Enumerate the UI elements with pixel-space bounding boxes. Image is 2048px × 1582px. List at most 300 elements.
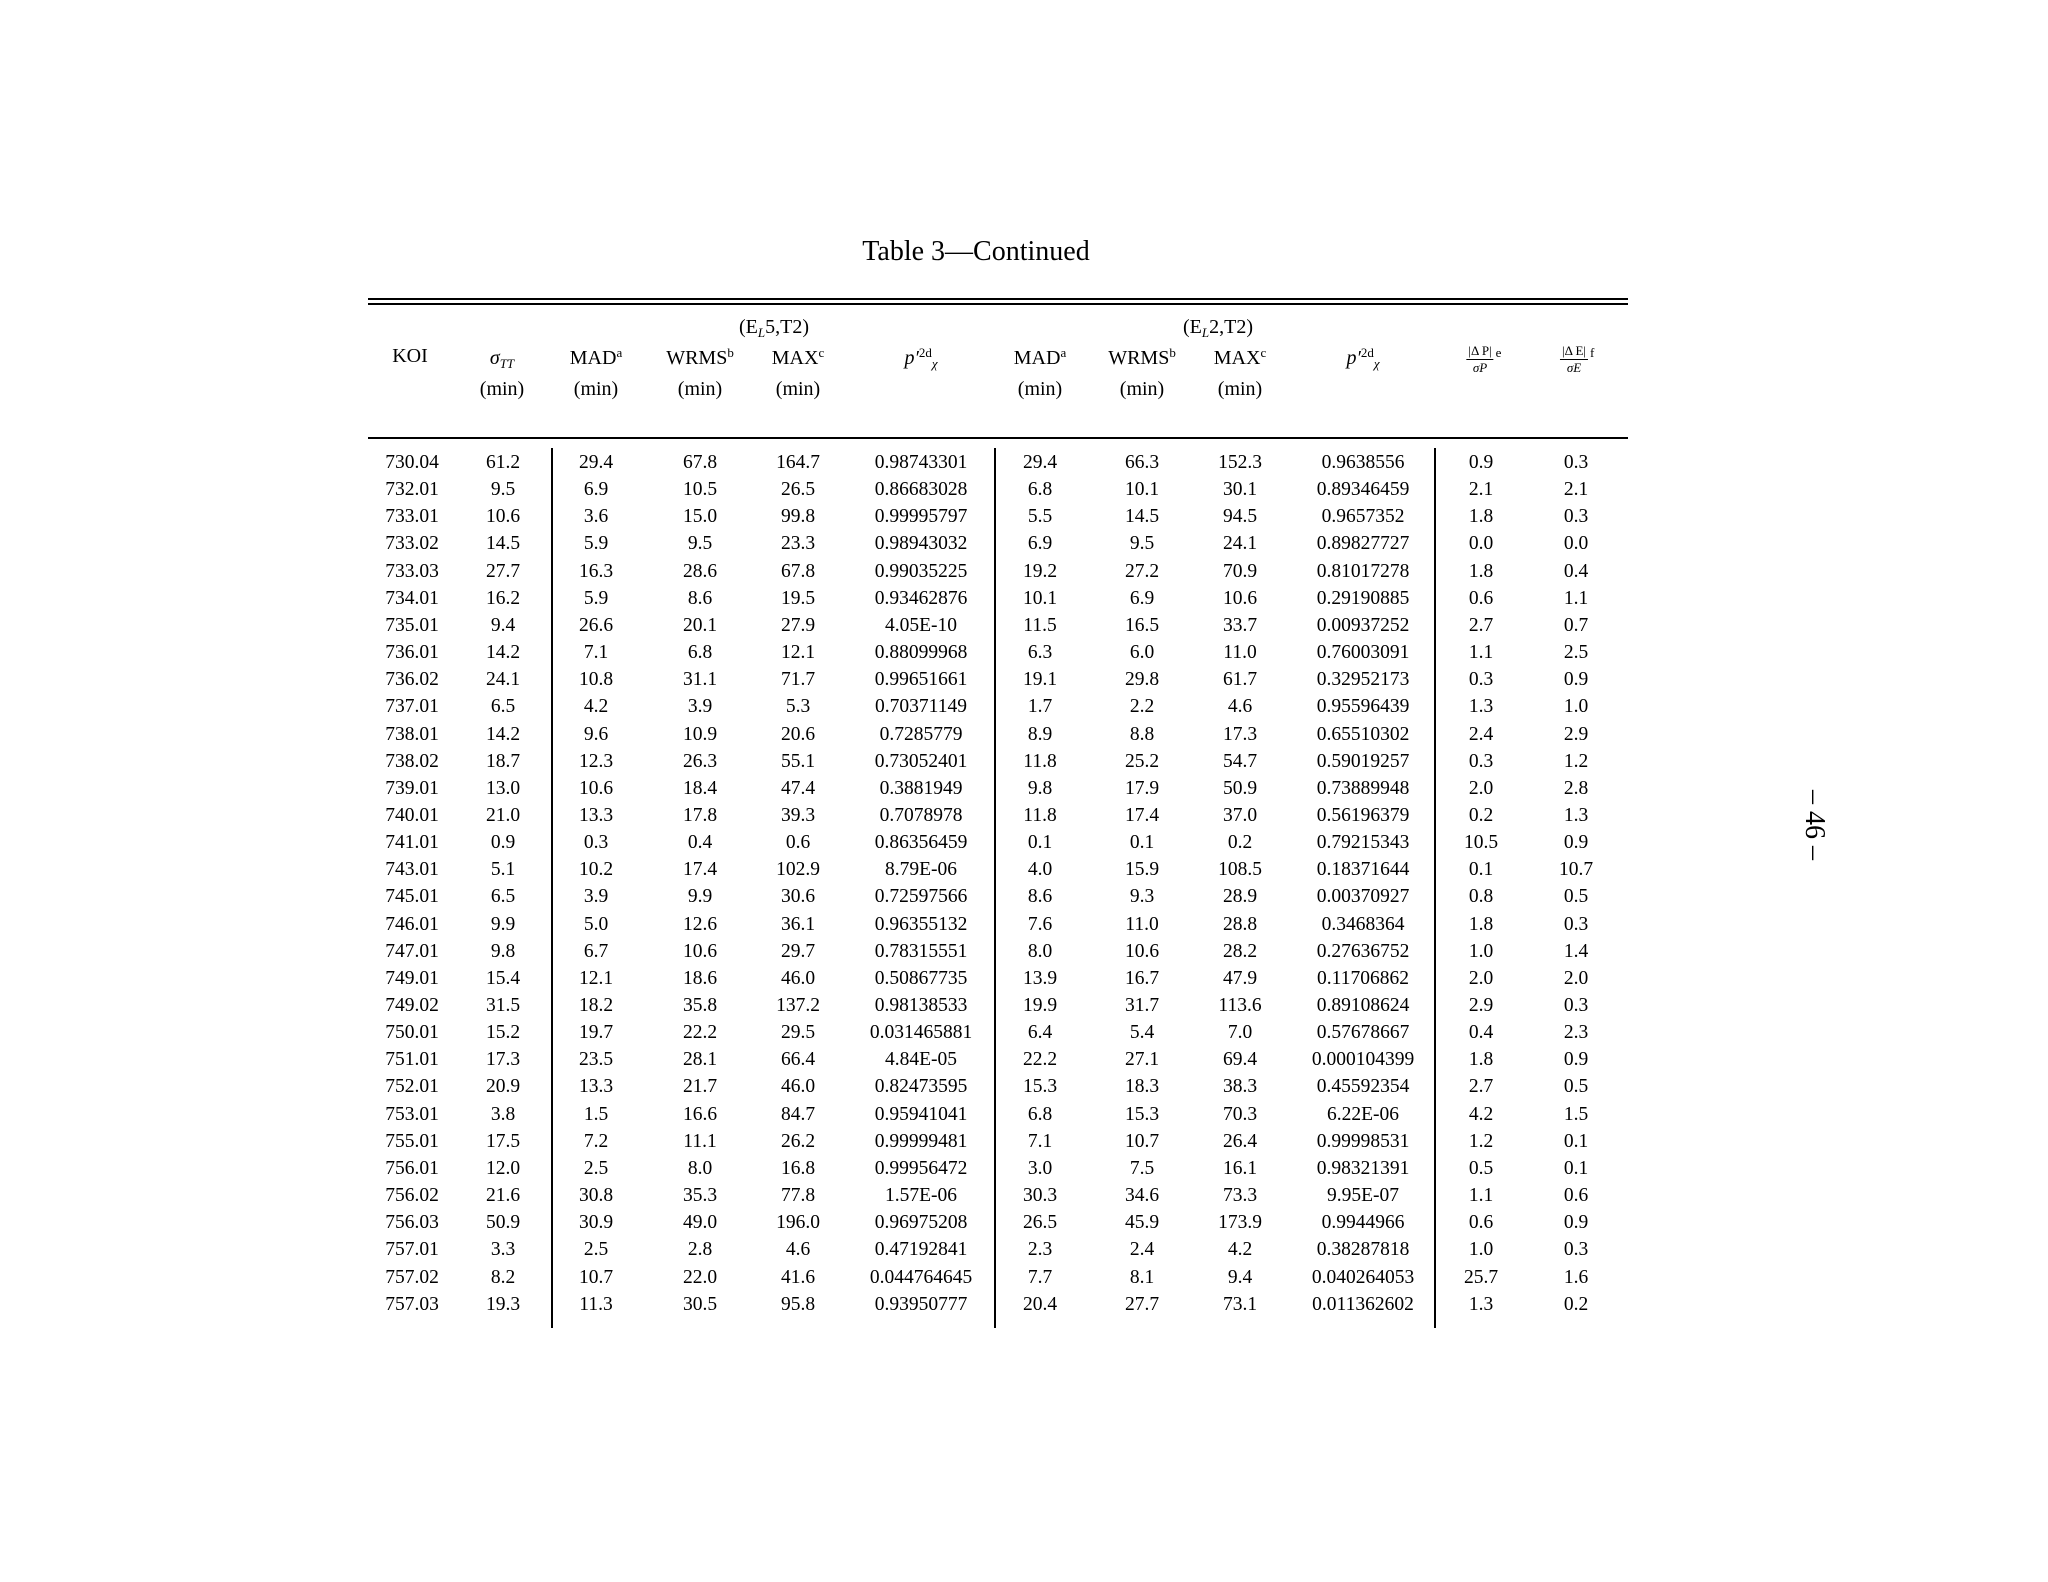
table-cell-koi: 743.01 [385,859,439,881]
table-cell: 0.96355132 [874,913,968,935]
table-cell: 28.8 [1222,913,1258,935]
table-cell: 2.2 [1129,696,1155,718]
table-cell: 67.8 [682,452,718,473]
table-cell: 102.9 [776,859,820,881]
table-cell: 67.8 [780,560,816,582]
table-cell-koi: 733.02 [385,533,439,555]
top-rule-second [368,303,1628,305]
col-header-delta-p: |Δ P| σP e [1468,343,1502,375]
table-cell: 0.00937252 [1316,614,1410,636]
table-cell: 20.6 [780,723,816,745]
table-cell: 4.6 [1227,696,1253,718]
table-cell: 0.95941041 [874,1103,968,1125]
table-cell: 1.4 [1563,940,1589,962]
table-cell: 12.0 [485,1157,521,1179]
table-cell: 0.9657352 [1321,506,1405,528]
table-cell: 8.8 [1129,723,1155,745]
table-cell: 6.5 [490,696,516,718]
table-cell: 0.7 [1563,614,1589,636]
table-cell: 33.7 [1222,614,1258,636]
table-cell: 27.1 [1124,1049,1160,1071]
table-cell: 10.7 [1124,1130,1160,1152]
table-cell: 0.6 [1468,1212,1494,1234]
table-cell: 34.6 [1124,1185,1160,1207]
table-cell: 8.9 [1027,723,1053,745]
table-cell: 4.84E-05 [884,1049,958,1071]
table-cell: 9.3 [1129,886,1155,908]
table-cell: 37.0 [1222,804,1258,826]
col-header-p-right: $p'^{2d}_\chi$ [1346,345,1380,371]
table-cell-koi: 741.01 [385,832,439,854]
table-cell: 11.5 [1023,614,1057,636]
table-cell: 0.78315551 [874,940,968,962]
separator-right [1434,448,1436,1328]
table-cell-koi: 738.01 [385,723,439,745]
table-cell: 14.2 [485,642,521,664]
table-cell: 4.05E-10 [884,614,958,636]
table-cell: 41.6 [780,1266,816,1288]
table-cell: 24.1 [1222,533,1258,555]
top-rule [368,298,1628,300]
table-cell-koi: 757.03 [385,1293,439,1315]
table-cell: 5.9 [583,533,609,555]
table-cell: 0.99999481 [874,1130,968,1152]
table-cell-koi: 737.01 [385,696,439,718]
table-cell-koi: 756.01 [385,1157,439,1179]
table-cell: 0.81017278 [1316,560,1410,582]
table-cell: 11.8 [1023,750,1057,772]
table-cell-koi: 745.01 [385,886,439,908]
table-cell: 31.1 [682,669,718,691]
table-cell: 30.1 [1222,479,1258,501]
table-cell: 66.3 [1124,452,1160,473]
table-cell: 20.1 [682,614,718,636]
table-cell: 73.1 [1222,1293,1258,1315]
table-cell: 1.5 [1563,1103,1589,1125]
table-cell: 31.7 [1124,995,1160,1016]
table-cell: 26.2 [780,1130,816,1152]
group-header-left: $(E_L5,T2)$ [738,316,810,340]
table-cell: 0.011362602 [1312,1293,1414,1315]
table-cell: 0.89346459 [1316,479,1410,501]
table-cell: 0.4 [687,832,713,854]
table-cell: 12.1 [780,642,816,664]
table-cell: 1.1 [1468,1185,1494,1207]
table-cell: 19.1 [1022,669,1058,691]
table-cell: 0.9 [1468,452,1494,473]
table-cell: 2.0 [1563,967,1589,989]
table-cell: 4.2 [1227,1239,1253,1261]
table-cell: 2.3 [1563,1022,1589,1044]
table-cell: 0.47192841 [874,1239,968,1261]
table-cell: 0.89827727 [1316,533,1410,555]
table-cell: 19.2 [1022,560,1058,582]
table-cell: 10.9 [682,723,718,745]
table-cell: 8.6 [1027,886,1053,908]
table-cell: 137.2 [776,995,820,1016]
table-cell: 0.57678667 [1316,1022,1410,1044]
table-cell: 1.8 [1468,913,1494,935]
table-cell-koi: 750.01 [385,1022,439,1044]
table-cell: 196.0 [776,1212,820,1234]
table-cell: 17.8 [682,804,718,826]
table-cell: 1.8 [1468,560,1494,582]
table-cell: 3.6 [583,506,609,528]
table-cell: 2.5 [1563,642,1589,664]
table-cell-koi: 757.01 [385,1239,439,1261]
table-cell: 6.7 [583,940,609,962]
table-cell: 71.7 [780,669,816,691]
table-cell: 0.044764645 [869,1266,973,1288]
table-cell: 10.6 [578,777,614,799]
table-cell: 2.7 [1468,614,1494,636]
table-cell: 21.7 [682,1076,718,1098]
table-cell: 9.4 [1227,1266,1253,1288]
col-header-mad-left: MAD$^a$ [569,345,623,369]
table-cell: 6.22E-06 [1326,1103,1400,1125]
page-number: – 46 – [1799,790,1830,860]
table-cell: 152.3 [1218,452,1262,473]
table-cell: 10.6 [485,506,521,528]
table-cell: 16.8 [780,1157,816,1179]
table-cell: 4.2 [583,696,609,718]
table-cell: 13.3 [578,1076,614,1098]
table-cell: 7.7 [1027,1266,1053,1288]
table-cell: 0.6 [1468,587,1494,609]
table-cell: 10.2 [578,859,614,881]
table-cell: 0.1 [1027,832,1053,854]
table-cell: 0.3468364 [1321,913,1405,935]
table-cell: 35.3 [682,1185,718,1207]
table-cell: 10.1 [1022,587,1058,609]
table-cell: 27.2 [1124,560,1160,582]
table-cell: 15.3 [1022,1076,1058,1098]
table-cell: 0.7285779 [879,723,963,745]
table-cell: 24.1 [485,669,521,691]
table-cell: 13.9 [1022,967,1058,989]
table-cell: 0.9 [1563,832,1589,854]
table-cell: 70.9 [1222,560,1258,582]
table-cell: 1.6 [1563,1266,1589,1288]
table-cell-koi: 738.02 [385,750,439,772]
table-cell-koi: 751.01 [385,1049,439,1071]
table-cell: 30.9 [578,1212,614,1234]
table-cell: 21.0 [485,804,521,826]
table-cell: 30.8 [578,1185,614,1207]
table-cell: 26.5 [780,479,816,501]
table-cell: 0.1 [1129,832,1155,854]
table-cell: 47.4 [780,777,816,799]
table-cell: 0.3 [1563,913,1589,935]
table-cell: 0.4 [1563,560,1589,582]
table-cell: 19.7 [578,1022,614,1044]
col-header-wrms-right: WRMS$^b$ [1108,345,1176,369]
table-cell: 9.5 [490,479,516,501]
table-cell: 0.3 [1563,1239,1589,1261]
table-cell: 18.7 [485,750,521,772]
table-cell: 47.9 [1222,967,1258,989]
table-cell: 0.3 [583,832,609,854]
table-cell: 0.89108624 [1316,995,1410,1016]
table-cell: 17.5 [485,1130,521,1152]
table-cell: 0.2 [1227,832,1253,854]
table-cell: 0.56196379 [1316,804,1410,826]
table-cell-koi: 749.01 [385,967,439,989]
table-cell: 0.6 [785,832,811,854]
table-cell: 0.32952173 [1316,669,1410,691]
table-cell: 9.8 [490,940,516,962]
table-cell-koi: 756.02 [385,1185,439,1207]
table-cell: 16.6 [682,1103,718,1125]
table-cell: 1.0 [1563,696,1589,718]
table-cell: 2.9 [1563,723,1589,745]
table-cell: 0.1 [1563,1157,1589,1179]
table-cell: 17.3 [1222,723,1258,745]
table-cell: 20.4 [1022,1293,1058,1315]
table-cell: 10.6 [1222,587,1258,609]
table-cell: 2.7 [1468,1076,1494,1098]
table-cell: 1.0 [1468,940,1494,962]
table-cell: 6.4 [1027,1022,1053,1044]
table-cell: 2.9 [1468,995,1494,1016]
table-cell: 6.9 [583,479,609,501]
table-cell: 0.98943032 [874,533,968,555]
table-cell: 1.1 [1563,587,1589,609]
table-cell: 22.0 [682,1266,718,1288]
table-cell-koi: 749.02 [385,995,439,1016]
table-cell: 4.2 [1468,1103,1494,1125]
table-cell-koi: 734.01 [385,587,439,609]
table-cell: 13.3 [578,804,614,826]
table-cell: 1.1 [1468,642,1494,664]
table-cell: 0.98138533 [874,995,968,1016]
table-cell: 10.1 [1124,479,1160,501]
table-cell-koi: 757.02 [385,1266,439,1288]
separator-middle [994,448,996,1328]
table-cell: 5.0 [583,913,609,935]
col-header-mad-right-unit: (min) [1017,378,1063,400]
table-cell: 108.5 [1218,859,1262,881]
table-cell: 10.7 [578,1266,614,1288]
table-cell: 16.3 [578,560,614,582]
table-cell: 3.8 [490,1103,516,1125]
table-cell: 2.1 [1563,479,1589,501]
table-cell-koi: 752.01 [385,1076,439,1098]
table-cell: 7.5 [1129,1157,1155,1179]
table-cell: 30.3 [1022,1185,1058,1207]
table-cell: 164.7 [776,452,820,473]
table-cell: 1.3 [1468,696,1494,718]
table-cell: 0.95596439 [1316,696,1410,718]
table-cell: 9.8 [1027,777,1053,799]
table-cell: 11.1 [683,1130,717,1152]
table-cell: 99.8 [780,506,816,528]
table-cell: 94.5 [1222,506,1258,528]
table-cell: 6.5 [490,886,516,908]
table-cell: 9.6 [583,723,609,745]
table-cell: 0.9 [1563,669,1589,691]
table-cell: 0.8 [1468,886,1494,908]
table-cell: 0.99995797 [874,506,968,528]
table-cell: 17.9 [1124,777,1160,799]
table-cell: 0.031465881 [869,1022,973,1044]
table-cell: 8.6 [687,587,713,609]
table-cell: 50.9 [1222,777,1258,799]
table-cell: 11.3 [579,1293,613,1315]
table-cell: 15.4 [485,967,521,989]
table-cell: 25.2 [1124,750,1160,772]
table-cell: 7.2 [583,1130,609,1152]
table-cell: 61.2 [485,452,521,473]
table-caption: Table 3—Continued [862,236,1090,267]
table-cell: 70.3 [1222,1103,1258,1125]
table-cell: 0.11706862 [1317,967,1409,989]
table-cell: 12.3 [578,750,614,772]
table-cell: 0.0 [1563,533,1589,555]
table-cell-koi: 739.01 [385,777,439,799]
col-header-wrms-left: WRMS$^b$ [666,345,734,369]
table-cell: 16.2 [485,587,521,609]
table-cell: 0.50867735 [874,967,968,989]
table-cell: 0.99998531 [1316,1130,1410,1152]
table-cell: 10.8 [578,669,614,691]
table-cell: 0.2 [1563,1293,1589,1315]
table-cell: 0.9638556 [1321,452,1405,473]
table-cell: 0.6 [1563,1185,1589,1207]
table-cell: 9.9 [687,886,713,908]
table-cell: 6.8 [1027,1103,1053,1125]
table-cell: 26.5 [1022,1212,1058,1234]
table-cell: 29.7 [780,940,816,962]
table-cell-koi: 730.04 [385,452,439,473]
table-cell-koi: 733.03 [385,560,439,582]
table-cell: 28.2 [1222,940,1258,962]
table-cell: 26.3 [682,750,718,772]
table-cell: 0.00370927 [1316,886,1410,908]
col-header-max-right: MAX$^c$ [1213,345,1267,369]
table-cell: 6.9 [1129,587,1155,609]
table-cell: 50.9 [485,1212,521,1234]
col-header-koi: KOI [392,345,428,367]
table-cell: 0.88099968 [874,642,968,664]
table-cell: 18.3 [1124,1076,1160,1098]
table-cell: 54.7 [1222,750,1258,772]
table-cell: 5.1 [490,859,516,881]
table-cell: 3.3 [490,1239,516,1261]
col-header-max-left-unit: (min) [775,378,821,400]
table-cell: 2.4 [1129,1239,1155,1261]
table-cell: 2.5 [583,1157,609,1179]
table-cell: 0.5 [1563,886,1589,908]
table-cell: 10.7 [1558,859,1594,881]
table-cell: 1.0 [1468,1239,1494,1261]
table-cell: 0.9 [1563,1049,1589,1071]
col-header-mad-right: MAD$^a$ [1013,345,1067,369]
table-cell: 55.1 [780,750,816,772]
table-cell: 0.3 [1468,669,1494,691]
table-cell: 9.4 [490,614,516,636]
table-cell: 1.8 [1468,506,1494,528]
table-cell: 0.70371149 [875,696,967,718]
table-cell: 46.0 [780,1076,816,1098]
table-cell: 95.8 [780,1293,816,1315]
table-cell-koi: 747.01 [385,940,439,962]
col-header-p-left: $p'^{2d}_\chi$ [904,345,938,371]
table-cell: 0.9 [490,832,516,854]
table-cell: 22.2 [1022,1049,1058,1071]
table-cell: 3.0 [1027,1157,1053,1179]
table-cell-koi: 735.01 [385,614,439,636]
table-cell: 69.4 [1222,1049,1258,1071]
table-cell: 66.4 [780,1049,816,1071]
table-cell: 1.5 [583,1103,609,1125]
table-cell-koi: 740.01 [385,804,439,826]
table-cell: 0.99956472 [874,1157,968,1179]
table-cell: 26.4 [1222,1130,1258,1152]
table-cell: 77.8 [780,1185,816,1207]
table-cell-koi: 733.01 [385,506,439,528]
table-cell: 0.2 [1468,804,1494,826]
table-cell: 0.29190885 [1316,587,1410,609]
table-cell: 2.4 [1468,723,1494,745]
table-cell: 0.3881949 [879,777,963,799]
table-cell: 6.0 [1129,642,1155,664]
table-cell: 2.3 [1027,1239,1053,1261]
col-header-sigma-unit: (min) [479,378,525,400]
table-cell: 2.5 [583,1239,609,1261]
table-cell: 0.0 [1468,533,1494,555]
table-cell: 9.5 [1129,533,1155,555]
table-cell: 0.72597566 [874,886,968,908]
table-cell: 8.0 [1027,940,1053,962]
table-cell: 0.4 [1468,1022,1494,1044]
table-cell: 23.5 [578,1049,614,1071]
table-cell: 11.0 [1223,642,1257,664]
table-cell: 16.5 [1124,614,1160,636]
table-cell: 7.1 [1027,1130,1053,1152]
table-cell: 15.2 [485,1022,521,1044]
table-cell: 30.5 [682,1293,718,1315]
table-cell: 0.9 [1563,1212,1589,1234]
table-cell: 19.9 [1022,995,1058,1016]
table-cell-koi: 736.01 [385,642,439,664]
table-cell: 15.9 [1124,859,1160,881]
table-cell: 18.4 [682,777,718,799]
table-cell: 10.5 [1463,832,1499,854]
table-cell: 0.27636752 [1316,940,1410,962]
table-cell: 17.4 [682,859,718,881]
table-cell: 0.1 [1468,859,1494,881]
table-cell: 0.99651661 [874,669,968,691]
table-cell-koi: 736.02 [385,669,439,691]
table-cell: 0.65510302 [1316,723,1410,745]
table-cell: 6.8 [687,642,713,664]
separator-left [551,448,553,1328]
table-cell: 113.6 [1218,995,1262,1016]
table-cell: 0.79215343 [1316,832,1410,854]
table-cell: 10.5 [682,479,718,501]
table-cell: 12.6 [682,913,718,935]
table-cell: 23.3 [780,533,816,555]
table-cell: 1.7 [1027,696,1053,718]
table-cell: 19.5 [780,587,816,609]
table-cell: 14.2 [485,723,521,745]
table-cell: 46.0 [780,967,816,989]
table-cell: 0.3 [1563,995,1589,1016]
table-cell: 1.2 [1468,1130,1494,1152]
table-cell: 26.6 [578,614,614,636]
table-cell: 27.9 [780,614,816,636]
